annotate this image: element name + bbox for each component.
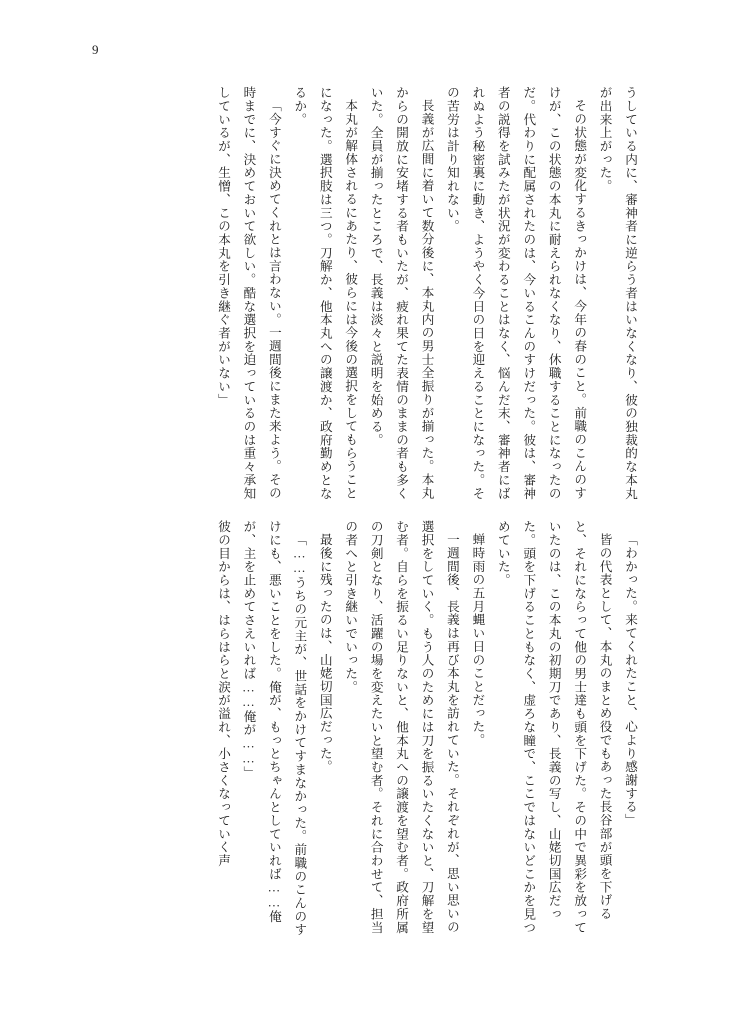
paragraph: 彼の目からは、はらはらと涙が溢れ、小さくなっていく声 (216, 520, 230, 868)
page-number: 9 (92, 42, 99, 57)
paragraph: 本丸が解体されるにあたり、彼らには今後の選択をしてもらうことになった。選択肢は三つ。刀解か、他本丸への譲渡か、政府勤めとなるか。 (292, 86, 358, 501)
paragraph: 「わかった。来てくれたこと、心より感謝する」 (623, 532, 637, 827)
paragraph: 長義が広間に着いて数分後に、本丸内の男士全振りが揃った。本丸からの開放に安堵する者もいたが、疲れ果てた表情のままの者も多くいた。全員が揃ったところで、長義は淡々と説明を始める。 (368, 86, 434, 501)
text-block-upper (82, 86, 642, 506)
paragraph: 一週間後、長義は再び本丸を訪れていた。それぞれが、思い思いの選択をしていく。もう人のためには刀を振るいたくないと、刀解を望む者。自らを振るい足りないと、他本丸への譲渡を望む者。政府所属の刀剣となり、活躍の場を変えたいと望む者。それに合わせて、担当の者へと引き継いでいった。 (343, 520, 459, 935)
text-block-lower (82, 520, 642, 940)
paragraph: 最後に残ったのは、山姥切国広だった。 (317, 532, 332, 774)
paragraph: 「今すぐに決めてくれとは言わない。一週間後にまた来よう。その時までに、決めておいて欲しい。酷な選択を迫っているのは重々承知しているが、生憎、この本丸を引き継ぐ者がいない」 (216, 86, 281, 501)
paragraph: 「……うちの元主が、世話をかけてすまなかった。前職のこんのすけにも、悪いことをした。俺が、もっとちゃんとしていれば……俺が、主を止めてさえいれば……俺が……」 (241, 520, 307, 937)
paragraph: 蝉時雨の五月蝿い日のことだった。 (470, 532, 485, 747)
paragraph: うしている内に、審神者に逆らう者はいなくなり、彼の独裁的な本丸が出来上がった。 (597, 86, 637, 501)
paragraph: 皆の代表として、本丸のまとめ役でもあった長谷部が頭を下げると、それにならって他の男士達も頭を下げた。その中で異彩を放っていたのは、この本丸の初期刀であり、長義の写し、山姥切国広だった。頭を下げることもなく、虚ろな瞳で、ここではないどこかを見つめていた。 (495, 520, 612, 935)
paragraph: その状態が変化するきっかけは、今年の春のこと。前職のこんのすけが、この状態の本丸に耐えられなくなり、休職することになったのだ。代わりに配属されたのは、今いるこんのすけだった。彼は、審神者の説得を試みたが状況が変わることはなく、悩んだ末、審神者にばれぬよう秘密裏に動き、ようやく今日の日を迎えることになった。その苦労は計り知れない。 (444, 86, 587, 501)
